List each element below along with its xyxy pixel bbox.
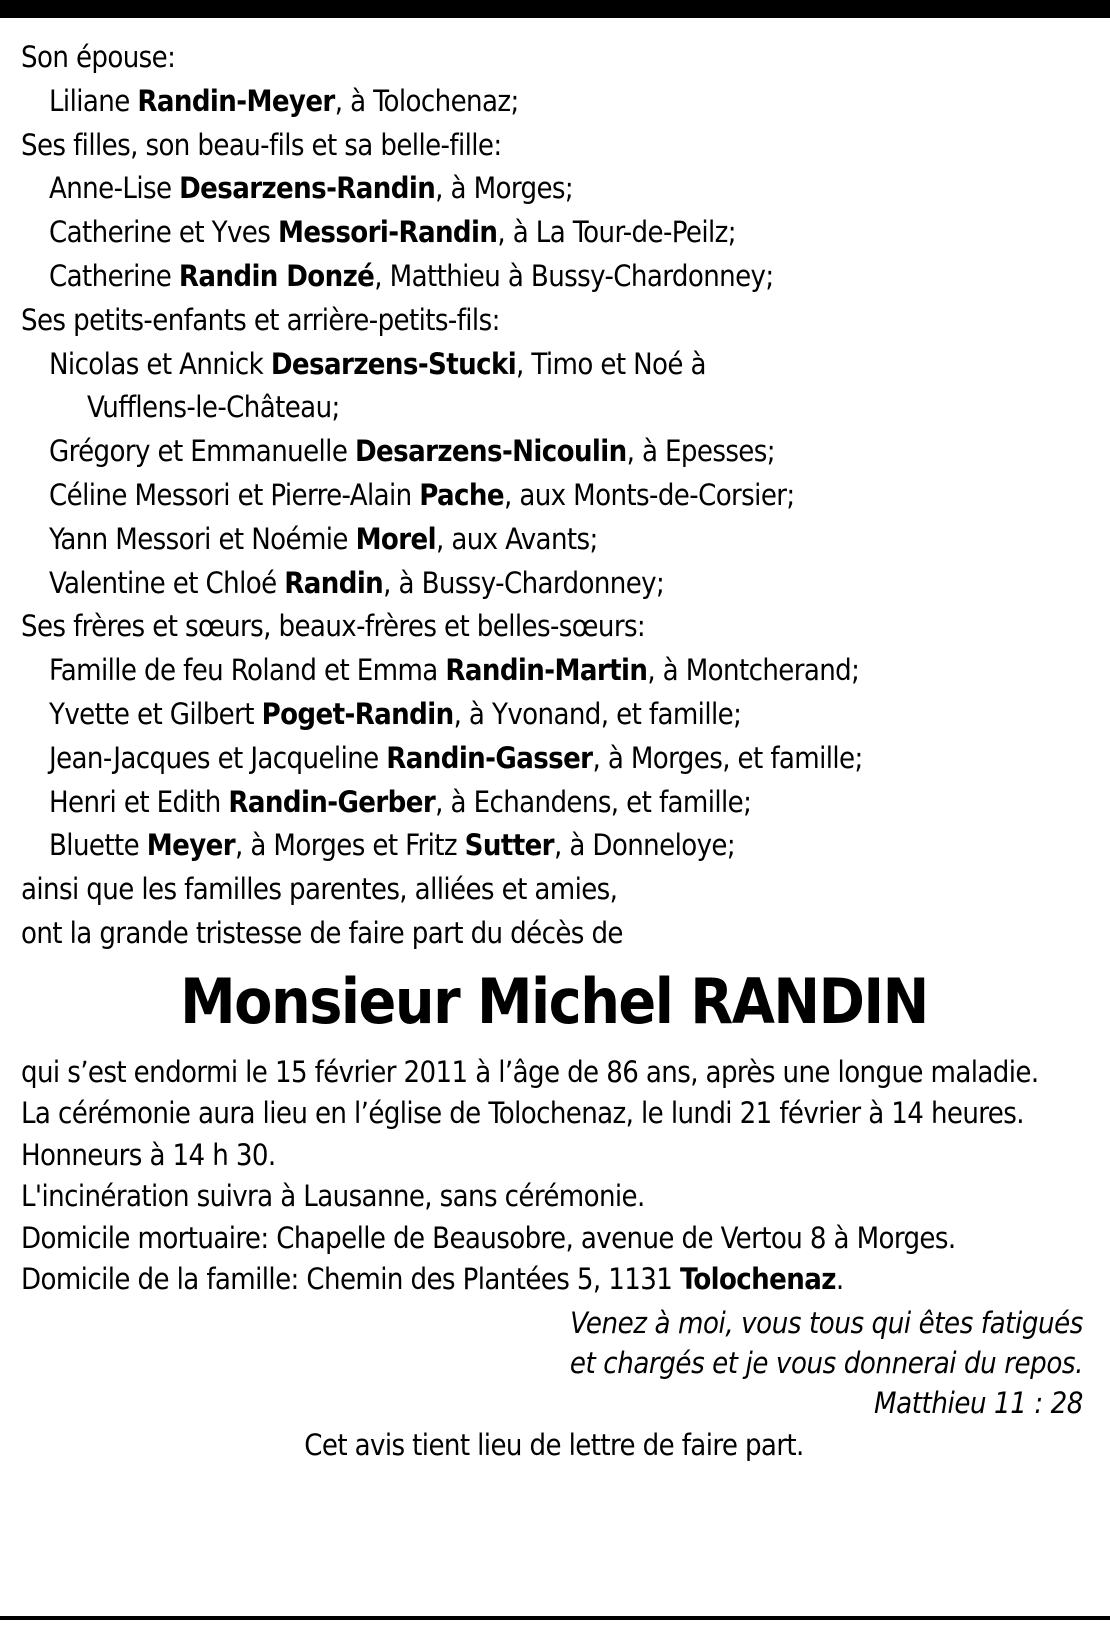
siblings-heading: Ses frères et sœurs, beaux-frères et belles-sœurs: bbox=[21, 609, 646, 644]
daughter-entry: Catherine et Yves Messori-Randin, à La Tour-de-Peilz; bbox=[49, 215, 736, 250]
family-name: Randin Donzé bbox=[178, 258, 375, 293]
verse-line: Venez à moi, vous tous qui êtes fatigués bbox=[570, 1305, 1083, 1340]
family-name: Desarzens-Nicoulin bbox=[354, 434, 627, 469]
deceased-name: Monsieur Michel RANDIN bbox=[180, 964, 928, 1038]
ceremony-details: La cérémonie aura lieu en l’église de Tolochenaz, le lundi 21 février à 14 heures. bbox=[21, 1096, 1024, 1131]
family-name: Sutter bbox=[464, 828, 554, 863]
sibling-entry: Bluette Meyer, à Morges et Fritz Sutter, à Donneloye; bbox=[49, 828, 736, 863]
family-name: Poget-Randin bbox=[261, 696, 454, 731]
bible-verse bbox=[21, 1303, 1087, 1423]
spouse-heading: Son épouse: bbox=[21, 40, 176, 74]
spouse-entry: Liliane Randin-Meyer, à Tolochenaz; bbox=[49, 83, 519, 118]
announce-line: ont la grande tristesse de faire part du décès de bbox=[21, 915, 623, 950]
verse-line: et chargés et je vous donnerai du repos. bbox=[569, 1345, 1083, 1380]
sibling-entry: Jean-Jacques et Jacqueline Randin-Gasser, à Morges, et famille; bbox=[49, 740, 863, 775]
sibling-entry: Henri et Edith Randin-Gerber, à Echandens, et famille; bbox=[49, 784, 752, 819]
verse-reference: Matthieu 11 : 28 bbox=[874, 1385, 1083, 1420]
grandchild-entry: Yann Messori et Noémie Morel, aux Avants; bbox=[49, 521, 598, 556]
family-name: Randin-Meyer bbox=[137, 83, 335, 118]
daughter-entry: Catherine Randin Donzé, Matthieu à Bussy-Chardonney; bbox=[49, 258, 774, 293]
families-line: ainsi que les familles parentes, alliées et amies, bbox=[21, 872, 618, 907]
grandchild-entry: Valentine et Chloé Randin, à Bussy-Chardonney; bbox=[49, 565, 665, 600]
family-name: Messori-Randin bbox=[277, 215, 498, 250]
death-details: qui s’est endormi le 15 février 2011 à l’âge de 86 ans, après une longue maladie. bbox=[21, 1054, 1039, 1089]
family-name: Randin-Martin bbox=[445, 653, 648, 688]
sibling-entry: Famille de feu Roland et Emma Randin-Martin, à Montcherand; bbox=[49, 653, 860, 688]
grandchild-entry-continuation: Vufflens-le-Château; bbox=[87, 390, 340, 425]
top-border-rule bbox=[0, 0, 1110, 18]
family-name: Desarzens-Stucki bbox=[270, 346, 517, 381]
grandchild-entry: Grégory et Emmanuelle Desarzens-Nicoulin, à Epesses; bbox=[49, 434, 775, 469]
mortuary-address: Domicile mortuaire: Chapelle de Beausobre, avenue de Vertou 8 à Morges. bbox=[21, 1220, 956, 1255]
family-name: Desarzens-Randin bbox=[179, 171, 436, 206]
family-name: Morel bbox=[355, 521, 436, 556]
family-name: Randin bbox=[284, 565, 384, 600]
family-name: Meyer bbox=[146, 828, 235, 863]
sibling-entry: Yvette et Gilbert Poget-Randin, à Yvonand, et famille; bbox=[49, 696, 742, 731]
family-town: Tolochenaz bbox=[679, 1262, 836, 1297]
cremation-details: L'incinération suivra à Lausanne, sans cérémonie. bbox=[21, 1179, 645, 1214]
grandchild-entry: Nicolas et Annick Desarzens-Stucki, Timo et Noé à bbox=[49, 346, 706, 381]
family-name: Randin-Gerber bbox=[228, 784, 436, 819]
family-address: Domicile de la famille: Chemin des Plantées 5, 1131 Tolochenaz. bbox=[21, 1262, 844, 1297]
daughters-heading: Ses filles, son beau-fils et sa belle-fille: bbox=[21, 127, 502, 162]
grandchildren-heading: Ses petits-enfants et arrière-petits-fils: bbox=[21, 302, 500, 337]
honours-details: Honneurs à 14 h 30. bbox=[21, 1137, 276, 1172]
obituary-notice bbox=[21, 36, 1087, 1467]
bottom-border-rule bbox=[0, 1616, 1110, 1620]
grandchild-entry: Céline Messori et Pierre-Alain Pache, aux Monts-de-Corsier; bbox=[49, 477, 795, 512]
closing-note: Cet avis tient lieu de lettre de faire part. bbox=[304, 1427, 804, 1462]
family-name: Randin-Gasser bbox=[386, 740, 593, 775]
daughter-entry: Anne-Lise Desarzens-Randin, à Morges; bbox=[49, 171, 574, 206]
family-name: Pache bbox=[419, 477, 504, 512]
